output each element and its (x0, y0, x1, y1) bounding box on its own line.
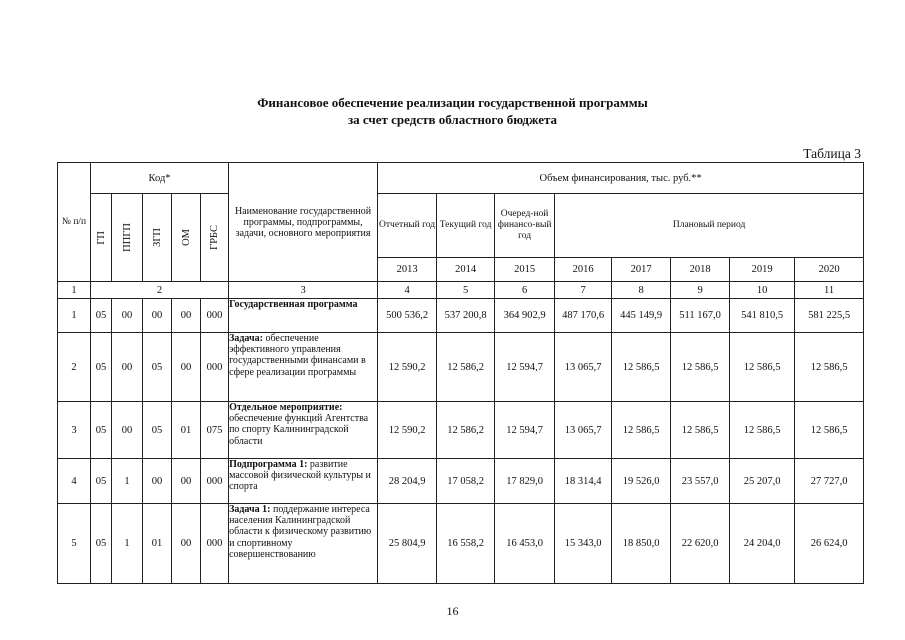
header-name: Наименование государственной программы, подпрограммы, задачи, основного мероприятия (229, 163, 378, 282)
code-ppgp: 00 (112, 402, 143, 459)
value-2013: 500 536,2 (378, 299, 437, 333)
year-2014: 2014 (437, 258, 495, 282)
col-number: 10 (730, 282, 795, 299)
value-2015: 12 594,7 (495, 402, 555, 459)
code-ppgp: 1 (112, 504, 143, 584)
value-2019: 12 586,5 (730, 402, 795, 459)
year-2015: 2015 (495, 258, 555, 282)
code-gp: 05 (91, 333, 112, 402)
code-ppgp: 00 (112, 299, 143, 333)
table-row (58, 299, 864, 333)
header-code-ppgp: ППГП (112, 194, 143, 282)
code-grbs: 000 (201, 504, 229, 584)
value-2018: 23 557,0 (671, 459, 730, 504)
value-2020: 26 624,0 (795, 504, 864, 584)
header-code-gp: ГП (91, 194, 112, 282)
row-num: 2 (58, 333, 91, 402)
row-name-bold: Задача: (229, 333, 263, 344)
code-grbs: 000 (201, 299, 229, 333)
code-gp: 05 (91, 504, 112, 584)
value-2014: 537 200,8 (437, 299, 495, 333)
value-2017: 445 149,9 (612, 299, 671, 333)
code-om: 01 (172, 402, 201, 459)
year-2016: 2016 (555, 258, 612, 282)
row-name (229, 333, 378, 402)
value-2017: 19 526,0 (612, 459, 671, 504)
row-num: 4 (58, 459, 91, 504)
value-2014: 16 558,2 (437, 504, 495, 584)
code-zgp: 00 (143, 459, 172, 504)
row-num: 3 (58, 402, 91, 459)
value-2013: 25 804,9 (378, 504, 437, 584)
code-om: 00 (172, 299, 201, 333)
header-code-om: ОМ (172, 194, 201, 282)
row-name-bold: Отдельное мероприятие: (229, 402, 343, 413)
row-num: 1 (58, 299, 91, 333)
code-om: 00 (172, 504, 201, 584)
col-number: 4 (378, 282, 437, 299)
page-number: 16 (446, 604, 459, 618)
col-number: 11 (795, 282, 864, 299)
value-2017: 12 586,5 (612, 333, 671, 402)
row-name (229, 504, 378, 584)
row-num: 5 (58, 504, 91, 584)
row-name-bold: Подпрограмма 1: (229, 459, 308, 470)
value-2020: 12 586,5 (795, 333, 864, 402)
value-2019: 12 586,5 (730, 333, 795, 402)
row-name-bold: Государственная программа (229, 299, 358, 310)
row-name (229, 299, 378, 333)
header-funding: Объем финансирования, тыс. руб.** (378, 163, 864, 194)
value-2018: 12 586,5 (671, 402, 730, 459)
year-2019: 2019 (730, 258, 795, 282)
value-2019: 24 204,0 (730, 504, 795, 584)
col-number: 1 (58, 282, 91, 299)
header-current-year: Текущий год (437, 194, 495, 258)
year-2020: 2020 (795, 258, 864, 282)
header-code-grbs: ГРБС (201, 194, 229, 282)
value-2015: 16 453,0 (495, 504, 555, 584)
value-2015: 12 594,7 (495, 333, 555, 402)
row-name-rest: поддержание интереса населения Калининградской области к физическому развитию и спортивному совершенствованию (229, 504, 372, 560)
value-2016: 487 170,6 (555, 299, 612, 333)
value-2016: 13 065,7 (555, 402, 612, 459)
table-row (58, 504, 864, 584)
code-ppgp: 00 (112, 333, 143, 402)
value-2013: 28 204,9 (378, 459, 437, 504)
header-num: № п/п (58, 163, 91, 282)
header-planned-period: Плановый период (555, 194, 864, 258)
value-2020: 27 727,0 (795, 459, 864, 504)
header-next-year: Очеред-ной финансо-вый год (495, 194, 555, 258)
row-name-rest: обеспечение функций Агентства по спорту Калининградской области (229, 413, 369, 447)
table-row (58, 333, 864, 402)
value-2016: 18 314,4 (555, 459, 612, 504)
code-om: 00 (172, 333, 201, 402)
code-gp: 05 (91, 402, 112, 459)
document-title (0, 94, 905, 128)
col-number: 5 (437, 282, 495, 299)
financing-table (57, 162, 864, 584)
value-2014: 12 586,2 (437, 333, 495, 402)
value-2018: 12 586,5 (671, 333, 730, 402)
year-2018: 2018 (671, 258, 730, 282)
value-2014: 17 058,2 (437, 459, 495, 504)
code-grbs: 075 (201, 402, 229, 459)
row-name-bold: Задача 1: (229, 504, 271, 515)
col-number: 2 (91, 282, 229, 299)
code-zgp: 00 (143, 299, 172, 333)
column-numbers-row (58, 282, 864, 299)
col-number: 6 (495, 282, 555, 299)
row-name-rest: развитие массовой физической культуры и спорта (229, 459, 371, 493)
code-ppgp: 1 (112, 459, 143, 504)
table-label: Таблица 3 (803, 146, 861, 161)
title-line-2: за счет средств областного бюджета (347, 112, 558, 127)
value-2018: 511 167,0 (671, 299, 730, 333)
value-2016: 15 343,0 (555, 504, 612, 584)
value-2019: 25 207,0 (730, 459, 795, 504)
code-zgp: 05 (143, 402, 172, 459)
row-name (229, 402, 378, 459)
value-2020: 581 225,5 (795, 299, 864, 333)
value-2017: 12 586,5 (612, 402, 671, 459)
col-number: 9 (671, 282, 730, 299)
code-zgp: 01 (143, 504, 172, 584)
code-grbs: 000 (201, 459, 229, 504)
row-name-rest: обеспечение эффективного управления государственными финансами в сфере реализации программы (229, 333, 366, 378)
col-number: 8 (612, 282, 671, 299)
value-2019: 541 810,5 (730, 299, 795, 333)
title-line-1: Финансовое обеспечение реализации государственной программы (257, 95, 648, 110)
col-number: 3 (229, 282, 378, 299)
code-gp: 05 (91, 299, 112, 333)
col-number: 7 (555, 282, 612, 299)
row-name (229, 459, 378, 504)
code-om: 00 (172, 459, 201, 504)
value-2017: 18 850,0 (612, 504, 671, 584)
value-2014: 12 586,2 (437, 402, 495, 459)
value-2016: 13 065,7 (555, 333, 612, 402)
table-row (58, 402, 864, 459)
code-zgp: 05 (143, 333, 172, 402)
table-row (58, 459, 864, 504)
header-code-zgp: ЗГП (143, 194, 172, 282)
code-gp: 05 (91, 459, 112, 504)
value-2020: 12 586,5 (795, 402, 864, 459)
value-2015: 364 902,9 (495, 299, 555, 333)
value-2013: 12 590,2 (378, 333, 437, 402)
code-grbs: 000 (201, 333, 229, 402)
year-2013: 2013 (378, 258, 437, 282)
header-reporting-year: Отчетный год (378, 194, 437, 258)
value-2013: 12 590,2 (378, 402, 437, 459)
value-2018: 22 620,0 (671, 504, 730, 584)
header-code: Код* (91, 163, 229, 194)
value-2015: 17 829,0 (495, 459, 555, 504)
year-2017: 2017 (612, 258, 671, 282)
